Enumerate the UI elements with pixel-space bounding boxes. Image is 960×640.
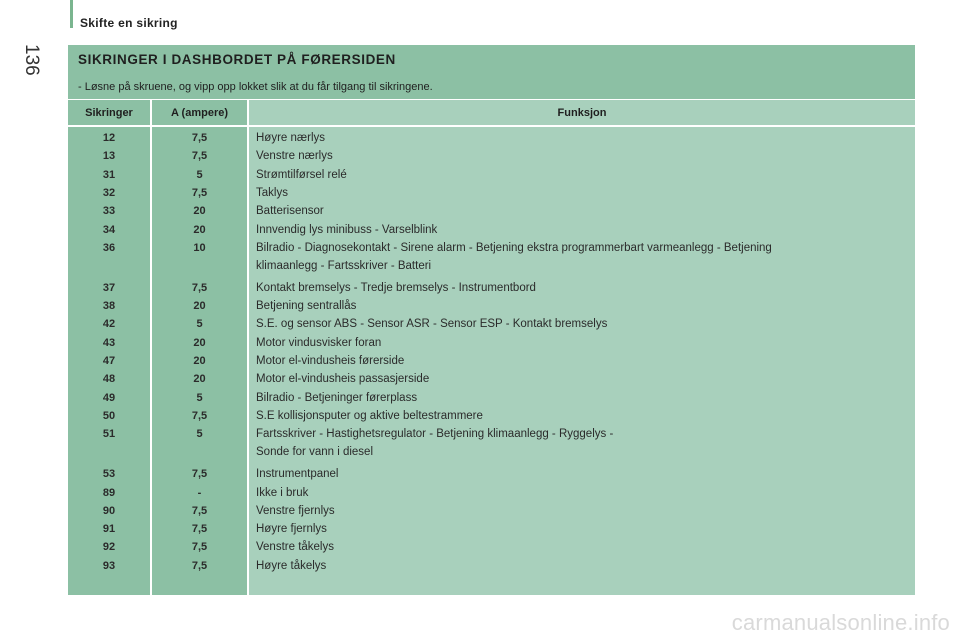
fuse-function-line: S.E. og sensor ABS - Sensor ASR - Sensor ESP - Kontakt bremselys bbox=[256, 318, 608, 331]
fuse-function-line: Instrumentpanel bbox=[256, 468, 339, 481]
fuse-number: 48 bbox=[102, 373, 116, 386]
fuse-ampere: 7,5 bbox=[191, 281, 208, 294]
fuse-number: 43 bbox=[102, 336, 116, 349]
fuse-function-line: Betjening sentrallås bbox=[256, 300, 357, 313]
fuse-number: 53 bbox=[102, 468, 116, 481]
watermark: carmanualsonline.info bbox=[731, 610, 950, 635]
fuse-function-line: Kontakt bremselys - Tredje bremselys - Instrumentbord bbox=[256, 281, 536, 294]
panel-title: SIKRINGER I DASHBORDET PÅ FØRERSIDEN bbox=[78, 52, 396, 67]
fuse-function-line: Høyre tåkelys bbox=[256, 559, 327, 572]
fuse-ampere: 20 bbox=[193, 205, 206, 218]
fuse-function-line: Innvendig lys minibuss - Varselblink bbox=[256, 223, 438, 236]
fuse-number: 90 bbox=[102, 504, 116, 517]
fuse-function-line: Ikke i bruk bbox=[256, 486, 309, 499]
fuse-function bbox=[256, 334, 896, 352]
fuse-function-line: Venstre nærlys bbox=[256, 150, 333, 163]
fuse-ampere: 7,5 bbox=[191, 559, 208, 572]
fuse-ampere: 7,5 bbox=[191, 504, 208, 517]
fuse-ampere: 20 bbox=[193, 373, 206, 386]
fuse-function-line: Høyre fjernlys bbox=[256, 523, 327, 536]
fuse-number: 50 bbox=[102, 409, 116, 422]
fuse-function-line: Motor el-vindusheis førerside bbox=[256, 355, 405, 367]
fuse-number: 32 bbox=[102, 186, 116, 199]
fuse-number: 38 bbox=[102, 300, 116, 313]
fuse-function bbox=[256, 502, 896, 520]
fuse-ampere: 5 bbox=[196, 428, 203, 441]
fuse-function-line: S.E kollisjonsputer og aktive beltestrammere bbox=[256, 409, 483, 422]
fuse-ampere: - bbox=[197, 486, 202, 499]
fuse-number: 13 bbox=[102, 150, 116, 163]
fuse-number: 31 bbox=[102, 168, 116, 181]
fuse-function bbox=[256, 538, 896, 556]
fuse-number: 37 bbox=[102, 281, 116, 294]
fuse-ampere: 5 bbox=[196, 391, 203, 404]
section-accent-bar bbox=[70, 0, 73, 28]
header-bottom-line bbox=[68, 125, 915, 127]
fuse-number: 33 bbox=[102, 205, 116, 218]
fuse-ampere: 7,5 bbox=[191, 186, 208, 199]
fuse-function-line: klimaanlegg - Fartsskriver - Batteri bbox=[256, 259, 432, 272]
fuse-function bbox=[256, 407, 896, 425]
fuse-number: 42 bbox=[102, 318, 116, 331]
fuse-number: 89 bbox=[102, 486, 116, 499]
fuse-function bbox=[256, 557, 896, 575]
fuse-number: 12 bbox=[102, 132, 116, 144]
fuse-function bbox=[256, 166, 896, 184]
fuse-function bbox=[256, 315, 896, 333]
fuse-function bbox=[256, 129, 896, 147]
fuse-ampere: 20 bbox=[193, 336, 206, 349]
fuse-ampere: 20 bbox=[193, 355, 206, 367]
fuse-function bbox=[256, 221, 896, 239]
fuse-function bbox=[256, 239, 896, 275]
fuse-function bbox=[256, 279, 896, 297]
fuse-function-line: Motor el-vindusheis passasjerside bbox=[256, 373, 430, 386]
fuse-function-line: Fartsskriver - Hastighetsregulator - Betjening klimaanlegg - Ryggelys - bbox=[256, 428, 614, 441]
fuse-function bbox=[256, 520, 896, 538]
fuse-function bbox=[256, 465, 896, 483]
fuse-function-line: Venstre tåkelys bbox=[256, 541, 334, 554]
page-number: 136 bbox=[21, 44, 42, 76]
fuse-ampere: 5 bbox=[196, 318, 203, 331]
fuse-panel bbox=[68, 45, 915, 595]
fuse-function bbox=[256, 202, 896, 220]
fuse-function-line: Høyre nærlys bbox=[256, 132, 326, 144]
column-header-amp: A (ampere) bbox=[170, 107, 229, 119]
fuse-function-line: Motor vindusvisker foran bbox=[256, 336, 382, 349]
fuse-function-line: Bilradio - Betjeninger førerplass bbox=[256, 391, 418, 404]
fuse-function bbox=[256, 484, 896, 502]
fuse-number: 92 bbox=[102, 541, 116, 554]
fuse-number: 36 bbox=[102, 241, 116, 254]
column-header-fuse: Sikringer bbox=[85, 107, 133, 119]
fuse-ampere: 7,5 bbox=[191, 468, 208, 481]
fuse-function-line: Venstre fjernlys bbox=[256, 504, 335, 517]
fuse-ampere: 10 bbox=[193, 241, 206, 254]
fuse-number: 34 bbox=[102, 223, 116, 236]
fuse-function-line: Strømtilførsel relé bbox=[256, 168, 347, 181]
panel-header bbox=[68, 45, 915, 100]
fuse-function-line: Bilradio - Diagnosekontakt - Sirene alarm - Betjening ekstra programmerbart varmeanlegg - Betjening bbox=[256, 241, 772, 254]
fuse-function-line: Taklys bbox=[256, 186, 288, 199]
fuse-ampere: 7,5 bbox=[191, 541, 208, 554]
fuse-ampere: 5 bbox=[196, 168, 203, 181]
fuse-number: 91 bbox=[102, 523, 116, 536]
header-top-line bbox=[68, 99, 915, 100]
fuse-function-line: Batterisensor bbox=[256, 205, 324, 218]
fuse-function bbox=[256, 389, 896, 407]
section-title: Skifte en sikring bbox=[80, 16, 178, 30]
column-header-function: Funksjon bbox=[557, 107, 607, 119]
fuse-function bbox=[256, 425, 896, 461]
fuse-number: 93 bbox=[102, 559, 116, 572]
column-divider bbox=[247, 100, 249, 595]
fuse-number: 51 bbox=[102, 428, 116, 441]
fuse-ampere: 7,5 bbox=[191, 409, 208, 422]
fuse-ampere: 7,5 bbox=[191, 132, 208, 144]
fuse-function-line: Sonde for vann i diesel bbox=[256, 446, 373, 459]
panel-intro: - Løsne på skruene, og vipp opp lokket slik at du får tilgang til sikringene. bbox=[78, 81, 433, 93]
fuse-function bbox=[256, 352, 896, 370]
fuse-ampere: 20 bbox=[193, 223, 206, 236]
fuse-ampere: 7,5 bbox=[191, 150, 208, 163]
fuse-ampere: 7,5 bbox=[191, 523, 208, 536]
fuse-function bbox=[256, 370, 896, 388]
fuse-function bbox=[256, 184, 896, 202]
fuse-ampere: 20 bbox=[193, 300, 206, 313]
fuse-number: 49 bbox=[102, 391, 116, 404]
fuse-number: 47 bbox=[102, 355, 116, 367]
fuse-function bbox=[256, 147, 896, 165]
fuse-function bbox=[256, 297, 896, 315]
